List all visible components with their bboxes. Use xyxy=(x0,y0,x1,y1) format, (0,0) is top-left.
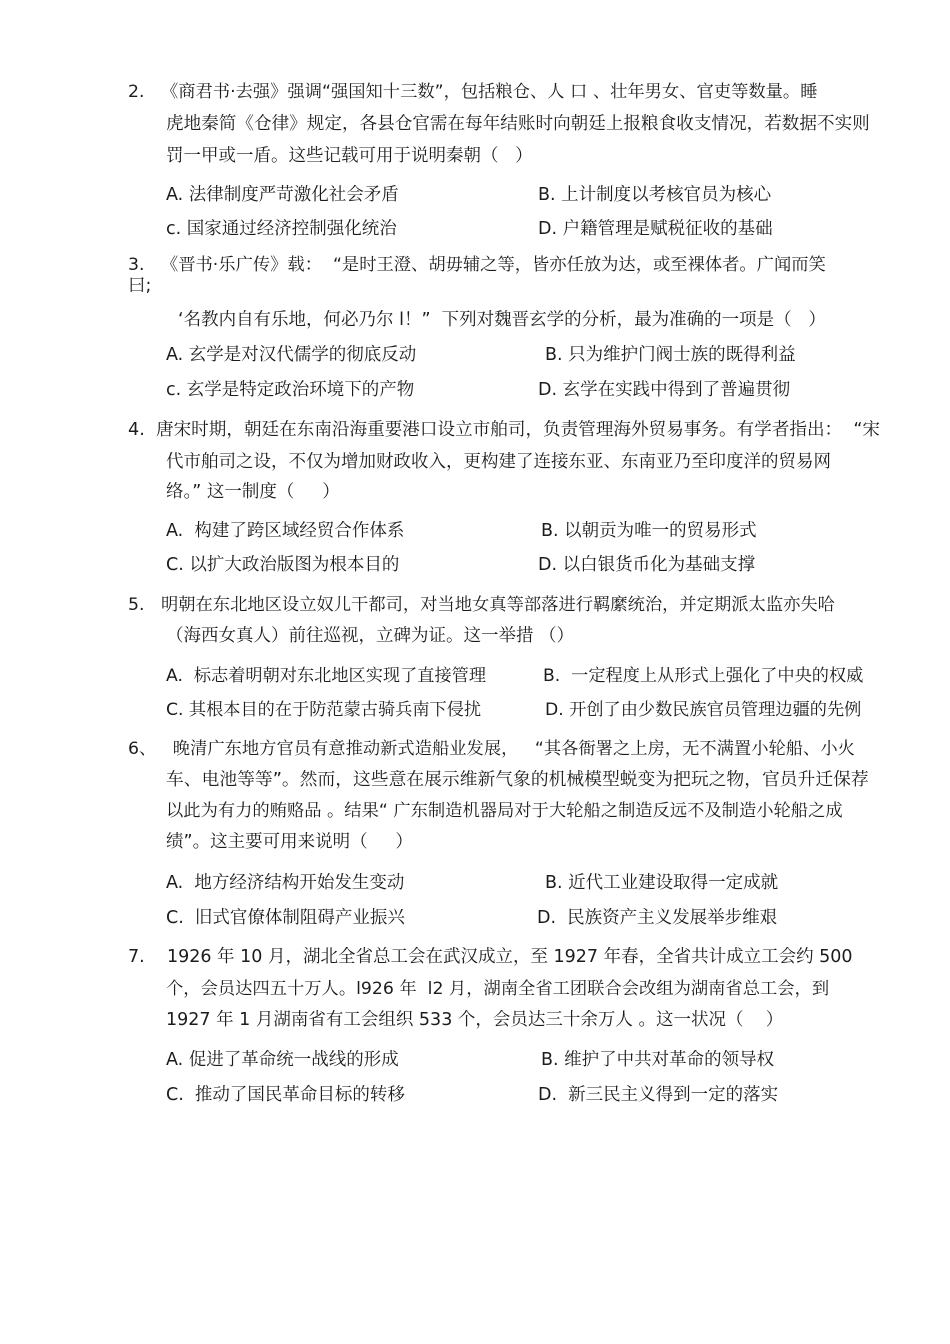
question-3-option-b: B. 只为维护门阀士族的既得利益 xyxy=(545,345,796,365)
question-4-option-d: D. 以白银货币化为基础支撑 xyxy=(538,555,756,575)
question-4-option-c: C. 以扩大政治版图为根本目的 xyxy=(166,555,400,575)
question-7-option-b: B. 维护了中共对革命的领导权 xyxy=(541,1050,775,1070)
question-6-stem-line-4: 绩”。这主要可用来说明（ ） xyxy=(166,832,413,852)
question-2-stem-line-1: 2. 《商君书·去强》强调“强国知十三数”，包括粮仓、人 口 、壮年男女、官吏等数量。睡 xyxy=(128,82,818,102)
question-3-stem-line-1: 3. 《晋书·乐广传》载： “是时王澄、胡毋辅之等，皆亦任放为达，或至裸体者。广闻而笑 xyxy=(128,255,826,275)
question-2-option-b: B. 上计制度以考核官员为核心 xyxy=(538,185,772,205)
question-6-option-b: B. 近代工业建设取得一定成就 xyxy=(545,873,779,893)
question-6-option-d: D. 民族资产主义发展举步维艰 xyxy=(537,908,778,928)
question-5-stem-line-1: 5. 明朝在东北地区设立奴儿干都司，对当地女真等部落进行羁縻统治，并定期派太监亦失哈 xyxy=(128,595,835,615)
question-4-stem-line-2: 代市舶司之设，不仅为增加财政收入，更构建了连接东亚、东南亚乃至印度洋的贸易网 xyxy=(166,452,831,472)
question-6-option-c: C. 旧式官僚体制阻碍产业振兴 xyxy=(166,908,405,928)
question-6-stem-line-2: 车、电池等等”。然而，这些意在展示维新气象的机械模型蜕变为把玩之物，官员升迁保荐 xyxy=(166,769,869,790)
question-2-stem-line-2: 虎地秦简《仓律》规定，各县仓官需在每年结账时向朝廷上报粮食收支情况，若数据不实则 xyxy=(166,114,870,134)
question-7-stem-line-2: 个，会员达四五十万人。l926 年 l2 月，湖南全省工团联合会改组为湖南省总工会，到 xyxy=(166,979,830,999)
question-7-option-a: A. 促进了革命统一战线的形成 xyxy=(166,1050,399,1070)
question-4-option-a: A. 构建了跨区域经贸合作体系 xyxy=(166,521,405,541)
question-2-option-a: A. 法律制度严苛激化社会矛盾 xyxy=(166,185,399,205)
question-7-option-c: C. 推动了国民革命目标的转移 xyxy=(166,1085,405,1105)
question-6-stem-line-1: 6、 晚清广东地方官员有意推动新式造船业发展， “其各衙署之上房，无不满置小轮船、小火 xyxy=(128,739,855,759)
question-3-stem-line-3: ‘名教内自有乐地，何必乃尔 l！” 下列对魏晋玄学的分析，最为准确的一项是（ ） xyxy=(178,310,826,330)
question-3-option-c: c. 玄学是特定政治环境下的产物 xyxy=(166,380,415,400)
question-4-stem-line-1: 4. 唐宋时期，朝廷在东南沿海重要港口设立市舶司，负责管理海外贸易事务。有学者指出： “宋 xyxy=(128,420,881,440)
question-3-option-d: D. 玄学在实践中得到了普遍贯彻 xyxy=(538,380,791,400)
question-5-option-c: C. 其根本目的在于防范蒙古骑兵南下侵扰 xyxy=(166,700,482,720)
question-2-option-c: c. 国家通过经济控制强化统治 xyxy=(166,219,397,239)
question-2-stem-line-3: 罚一甲或一盾。这些记载可用于说明秦朝（ ） xyxy=(166,146,533,166)
question-7-stem-line-1: 7. 1926 年 10 月，湖北全省总工会在武汉成立，至 1927 年春，全省共计成立工会约 500 xyxy=(128,947,853,967)
question-2-option-d: D. 户籍管理是赋税征收的基础 xyxy=(538,219,773,239)
question-5-option-b: B. 一定程度上从形式上强化了中央的权威 xyxy=(543,666,864,686)
question-3-option-a: A. 玄学是对汉代儒学的彻底反动 xyxy=(166,345,417,365)
question-3-stem-line-2: 曰; xyxy=(128,276,152,296)
question-6-stem-line-3: 以此为有力的贿赂品 。结果“ 广东制造机器局对于大轮船之制造反远不及制造小轮船之成 xyxy=(166,801,843,821)
question-4-stem-line-3: 络。” 这一制度（ ） xyxy=(166,482,340,502)
question-7-option-d: D. 新三民主义得到一定的落实 xyxy=(538,1085,779,1105)
question-5-option-d: D. 开创了由少数民族官员管理边疆的先例 xyxy=(545,700,862,720)
question-7-stem-line-3: 1927 年 1 月湖南省有工会组织 533 个，会员达三十余万人 。这一状况（ ） xyxy=(166,1010,784,1030)
question-5-stem-line-2: （海西女真人）前往巡视，立碑为证。这一举措 （） xyxy=(166,626,575,646)
question-6-option-a: A. 地方经济结构开始发生变动 xyxy=(166,873,405,893)
question-4-option-b: B. 以朝贡为唯一的贸易形式 xyxy=(541,521,757,541)
question-5-option-a: A. 标志着明朝对东北地区实现了直接管理 xyxy=(166,666,487,686)
